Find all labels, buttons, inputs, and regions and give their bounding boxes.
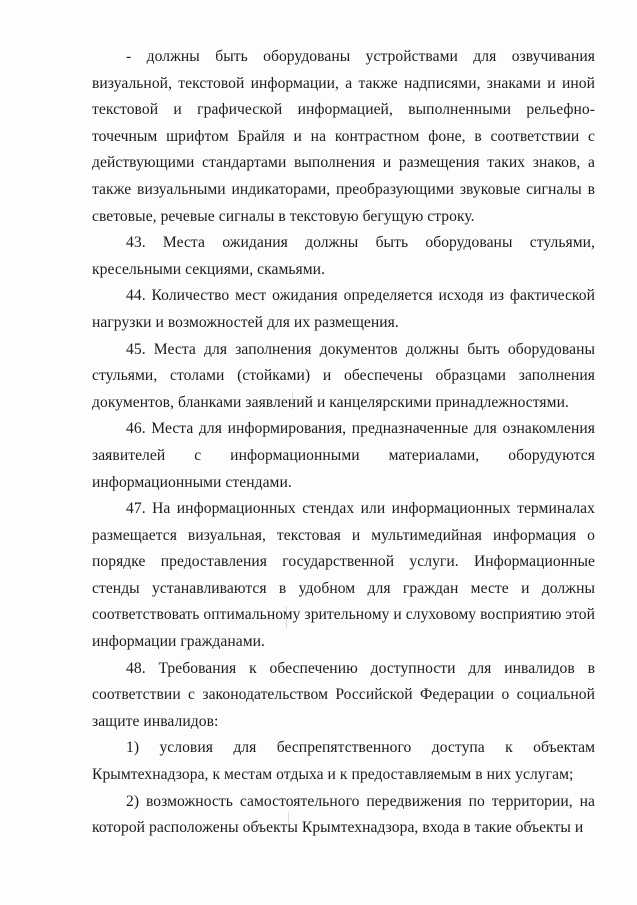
paragraph-47: 47. На информационных стендах или информационных терминалах размещается визуальная, текстовая и мультимедийная информация о порядке предоставления государственной услуги. Информационные стенды устанавливаются в удобном для граждан месте и должны соответствовать оптимальному зрительному и слуховому восприятию этой информации гражданами. [92,500,596,651]
paragraph-48-item-1: 1) условия для беспрепятственного доступа к объектам Крымтехнадзора, к местам отдыха и к предоставляемым в них услугам; [92,739,595,784]
paragraph-43: 43. Места ожидания должны быть оборудованы стульями, кресельными секциями, скамьями. [92,234,595,278]
document-page [92,44,595,842]
paragraph-46: 46. Места для информирования, предназначенные для ознакомления заявителей с информационными материалами, оборудуются информационными стендами. [92,420,595,491]
paragraph-48: 48. Требования к обеспечению доступности для инвалидов в соответствии с законодательством Российской Федерации о социальной защите инвалидов: [92,659,595,730]
scan-speck [292,392,293,410]
paragraph-48-item-2: 2) возможность самостоятельного передвижения по территории, на которой расположены объекты Крымтехнадзора, входа в такие объекты и [92,792,595,837]
paragraph-accessibility-devices: - должны быть оборудованы устройствами для озвучивания визуальной, текстовой информации, а также надписями, знаками и иной текстовой и графической информацией, выполненными рельефно-точечным шрифтом Брайля и на контрастном фоне, в соответствии с действующими стандартами выполнения и размещения таких знаков, а также визуальными индикаторами, преобразующими звуковые сигналы в световые, речевые сигналы в текстовую бегущую строку. [92,48,595,225]
paragraph-45: 45. Места для заполнения документов должны быть оборудованы стульями, столами (стойками) и обеспечены образцами заполнения документов, бланками заявлений и канцелярскими принадлежностями. [92,340,595,411]
scan-speck [286,606,287,628]
paragraph-44: 44. Количество мест ожидания определяется исходя из фактической нагрузки и возможностей для их размещения. [92,287,595,331]
scan-speck [288,812,289,828]
